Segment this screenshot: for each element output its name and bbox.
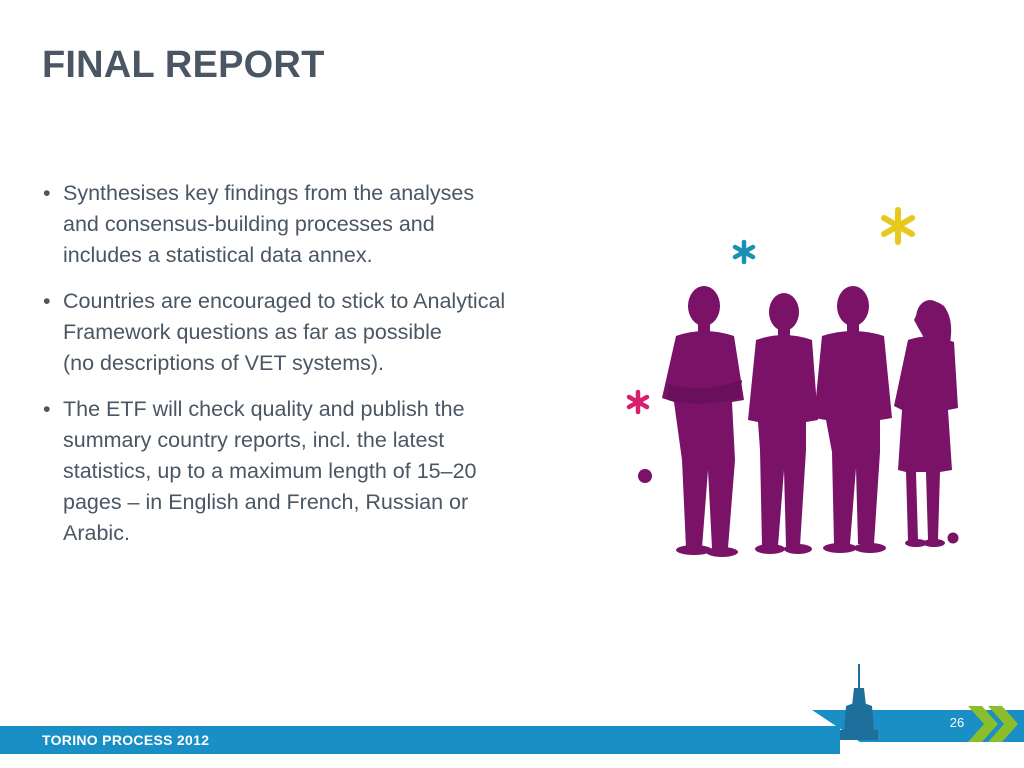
bullet-text-line: Synthesises key findings from the analyses — [63, 181, 475, 205]
teal-asterisk-icon — [735, 242, 753, 262]
person-silhouette — [748, 293, 818, 554]
bullet-item — [42, 178, 602, 271]
purple-dot-icon — [638, 469, 652, 483]
pink-asterisk-icon — [629, 392, 647, 412]
footer-brand: TORINO PROCESS 2012 — [42, 732, 210, 748]
bullet-item — [42, 394, 602, 549]
mole-antonelliana-tower-icon — [840, 664, 878, 740]
bullet-text-line: includes a statistical data annex. — [63, 243, 373, 267]
bullet-text-line: summary country reports, incl. the latest — [63, 428, 445, 452]
bullet-text-line: The ETF will check quality and publish the — [63, 397, 465, 421]
bullet-marker: • — [43, 181, 51, 205]
slide-title: FINAL REPORT — [42, 44, 325, 86]
people-silhouettes-illustration — [620, 200, 980, 570]
person-silhouette — [814, 286, 892, 553]
bullet-marker: • — [43, 397, 51, 421]
person-silhouette — [894, 300, 958, 547]
bullet-text-line: and consensus-building processes and — [63, 212, 435, 236]
purple-dot-icon — [948, 533, 959, 544]
page-number: 26 — [949, 715, 965, 730]
bullet-text-line: (no descriptions of VET systems). — [63, 351, 385, 375]
bullet-text-line: Framework questions as far as possible — [63, 320, 442, 344]
bullet-list — [42, 178, 602, 564]
person-silhouette — [662, 286, 744, 557]
footer-graphic — [808, 660, 1024, 768]
yellow-asterisk-icon — [884, 210, 912, 242]
bullet-text-line: Arabic. — [63, 521, 130, 545]
bullet-item — [42, 286, 602, 379]
bullet-text-line: statistics, up to a maximum length of 15–20 — [63, 459, 477, 483]
bullet-text-line: Countries are encouraged to stick to Analytical — [63, 289, 506, 313]
bullet-marker: • — [43, 289, 51, 313]
bullet-text-line: pages – in English and French, Russian or — [63, 490, 469, 514]
footer-bar — [0, 726, 840, 754]
